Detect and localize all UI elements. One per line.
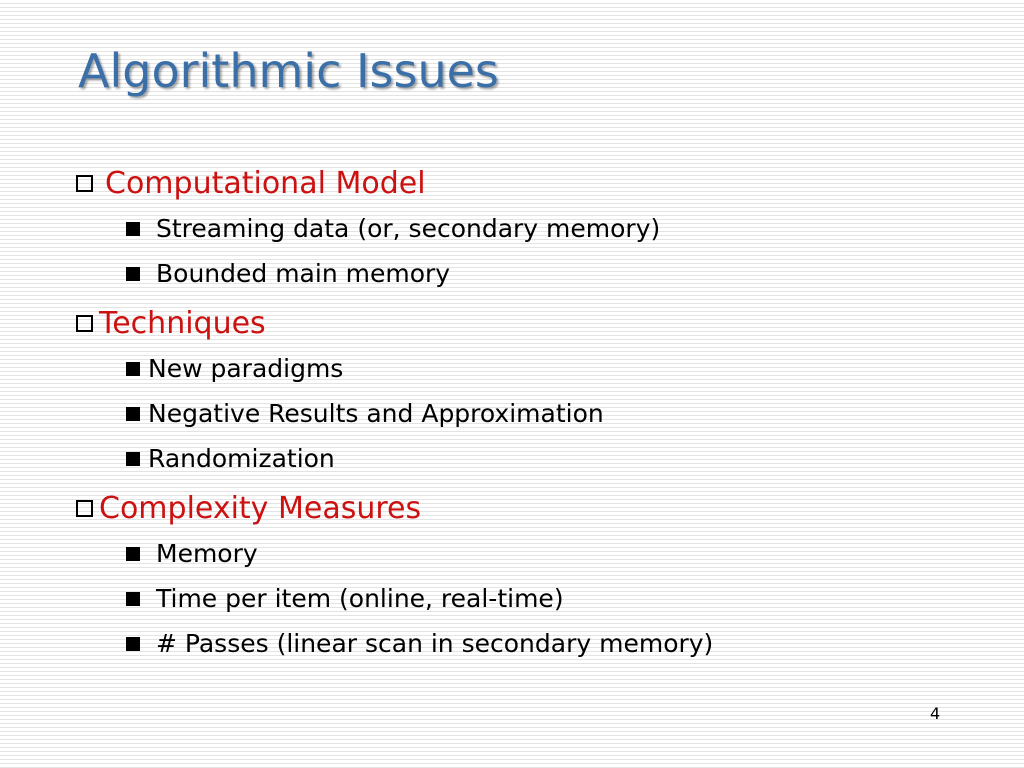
list-item (76, 576, 976, 621)
sub-list (76, 206, 976, 296)
section-complexity-measures (76, 485, 976, 666)
list-item-text: Streaming data (or, secondary memory) (156, 214, 661, 243)
section-heading (76, 300, 976, 346)
filled-square-bullet-icon (126, 637, 140, 651)
filled-square-bullet-icon (126, 547, 140, 561)
list-item (76, 206, 976, 251)
hollow-square-bullet-icon (76, 315, 93, 332)
list-item (76, 346, 976, 391)
filled-square-bullet-icon (126, 452, 140, 466)
section-heading-text: Computational Model (105, 165, 426, 201)
section-heading (76, 160, 976, 206)
section-heading-text: Techniques (99, 305, 266, 341)
filled-square-bullet-icon (126, 362, 140, 376)
section-techniques (76, 300, 976, 481)
list-item-text: New paradigms (148, 354, 344, 383)
slide-title: Algorithmic Issues (78, 44, 499, 98)
filled-square-bullet-icon (126, 267, 140, 281)
filled-square-bullet-icon (126, 592, 140, 606)
hollow-square-bullet-icon (76, 175, 93, 192)
hollow-square-bullet-icon (76, 500, 93, 517)
sub-list (76, 346, 976, 481)
list-item (76, 251, 976, 296)
list-item (76, 391, 976, 436)
section-computational-model (76, 160, 976, 296)
filled-square-bullet-icon (126, 222, 140, 236)
list-item-text: Negative Results and Approximation (148, 399, 604, 428)
list-item-text: # Passes (linear scan in secondary memory) (156, 629, 714, 658)
section-heading (76, 485, 976, 531)
list-item-text: Randomization (148, 444, 335, 473)
list-item (76, 531, 976, 576)
sub-list (76, 531, 976, 666)
page-number: 4 (930, 704, 941, 723)
list-item-text: Bounded main memory (156, 259, 451, 288)
list-item-text: Memory (156, 539, 258, 568)
list-item (76, 436, 976, 481)
bullet-list (76, 160, 976, 670)
filled-square-bullet-icon (126, 407, 140, 421)
list-item (76, 621, 976, 666)
list-item-text: Time per item (online, real-time) (156, 584, 564, 613)
section-heading-text: Complexity Measures (99, 490, 422, 526)
